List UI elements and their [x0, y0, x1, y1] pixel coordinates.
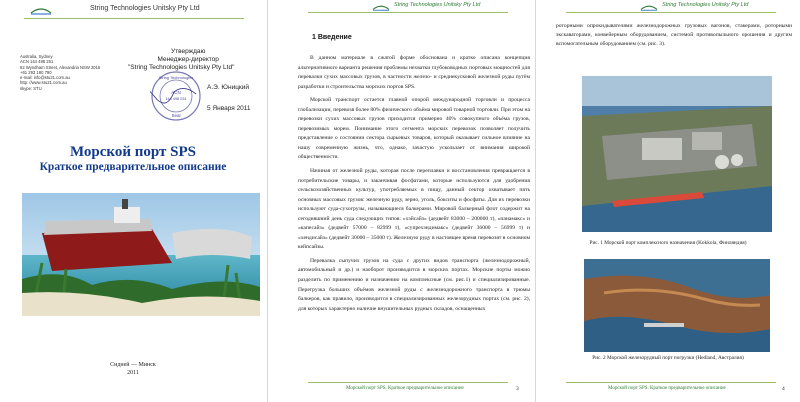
document-title: Морской порт SPS: [69, 144, 197, 160]
footer-year: 2011: [127, 370, 139, 376]
title-page: [0, 0, 266, 402]
header-rule: [308, 12, 508, 13]
address-line: +61 293 180 790: [20, 69, 52, 75]
cover-footer: [0, 361, 266, 377]
figure-caption: Рис. 2 Морской железорудный порт погрузки (Hedland, Австралия): [592, 355, 744, 361]
page-footer-text: Морской порт SPS. Краткое предварительное описание: [608, 386, 726, 391]
page-3: [268, 0, 534, 402]
seal-number: 144 498 251: [165, 97, 187, 101]
company-address: [20, 54, 100, 91]
section-title: 1 Введение: [312, 34, 352, 41]
page-number: 3: [516, 386, 519, 392]
address-line: skype: STU: [20, 85, 42, 91]
approve-company: "String Technologies Unitsky Pty Ltd": [128, 64, 235, 71]
approve-label: Утверждаю: [171, 48, 206, 55]
footer-city: Сидней — Минск: [110, 362, 156, 368]
header-rule: [24, 18, 244, 19]
kokkola-port-photo: [582, 76, 772, 232]
address-line: ACN 144 498 251: [20, 59, 54, 65]
paragraph: Начиная от железной руды, которая после переплавки и восстановления превращается в потребительские товары, и заканчивая фосфатами, которые используются для удобрения сельскохозяйственных культур, употребляемых в пищу, данный сектор охватывает пять основных массовых грузов: железную руду, зерно, уголь, бокситы и фосфаты. Для их перевозки используют суда-сухогрузы, называющиеся балкерами. Мировой балкерный флот содержит на сегодняшний день суда следующих типов: «хэйсайз» (дедвейт 83000 – 200000 т), «панамакс» и «капесайз» (дедвейт 57000 – 82999 т), «супрехэндимакс» (дедвейт 36000 – 56999 т) и «хендисайз» (дедвейт 30000 – 35000 т). Железную руду в настоящее время перевозят в основном кейпсайзы.: [298, 168, 530, 251]
document-subtitle: Краткое предварительное описание: [39, 161, 227, 173]
hedland-port-photo: [584, 259, 770, 352]
address-line: Australia, Sydney: [20, 54, 53, 59]
company-logo-icon: [640, 3, 658, 11]
header-company: String Technologies Unitsky Pty Ltd: [394, 2, 481, 8]
header-rule: [566, 12, 776, 13]
company-header: [30, 4, 230, 18]
company-name: String Technologies Unitsky Pty Ltd: [90, 5, 200, 12]
approve-role: Менеджер-директор: [157, 56, 219, 63]
seal-ring-text: String Technologies: [158, 75, 194, 80]
footer-rule: [566, 382, 776, 383]
header-company: String Technologies Unitsky Pty Ltd: [662, 2, 749, 8]
approval-date: 5 Января 2011: [207, 105, 251, 112]
page-number: 4: [782, 386, 785, 392]
address-line: 62 Wyndham Street, Alexandria NSW 2015: [20, 64, 101, 70]
body-text: [298, 54, 530, 318]
paragraph: В данном материале в сжатой форме обоснована и кратко описана концепция альтернативного варианта решения проблемы нехватки глубоководных портовых мощностей для перевалки сухих массовых грузов, в частности железо- и среднекусковой железной руды путём разработки и строительства морских портов SPS.: [298, 55, 530, 90]
approval-block: [128, 48, 234, 72]
address-line: http: //www.stu21.com.au: [20, 80, 67, 86]
company-seal-icon: [150, 70, 202, 122]
footer-rule: [308, 382, 508, 383]
signer-name: А.Э. Юницкий: [207, 84, 250, 91]
seal-center-text: ACN: [171, 90, 181, 95]
company-logo-icon: [30, 5, 52, 15]
page-4: [536, 0, 800, 402]
address-line: e-mail: info@stu21.com.au: [20, 75, 70, 81]
ship-illustration: [22, 193, 260, 316]
page-footer-text: Морской порт SPS. Краткое предварительное описание: [346, 386, 464, 391]
company-logo-icon: [372, 3, 390, 11]
body-text: роторными опрокидывателями железнодорожных грузовых вагонов, стакерами, роторными экскаваторами, конвейерным оборудованием, системой противопыльного орошения и другим вспомогательным оборудованием (см. рис. 3).: [556, 23, 792, 47]
figure-caption: Рис. 1 Морской порт комплексного назначения (Kokkola, Финляндия): [589, 240, 747, 246]
paragraph: Перевалка сыпучих грузов на суда с других видов транспорта (железнодорожный, автомобильный и др.) и наоборот производится в морских портах. Морские порты можно разделить по применению и назначению на комплексные (см. рис.1) и специализированные. Перегрузка больших объёмов железной руды с железнодорожного транспорта в трюмы балкеров, как правило, производится в специализированных железорудных портах (см. рис. 2), для которых характерно наличие внушительных рудных складов, оснащенных: [298, 257, 530, 312]
seal-bottom-text: Seal: [171, 113, 181, 118]
paragraph: Морской транспорт остается главной опорой международной торговли и процесса глобализации, перевозя более 80% физического объёма мировой товарной торговли. При этом на перевозки сухих массовых грузов приходится примерно 40% совокупного объёма грузов, перевозимых морем. Понимание этого сегмента морских перевозок позволяет получить представление о состоянии сектора сырьевых товаров, который оказывает сильное влияние на нашу современную жизнь, что, однако, зачастую ускользает от внимания широкой общественности.: [298, 97, 530, 161]
